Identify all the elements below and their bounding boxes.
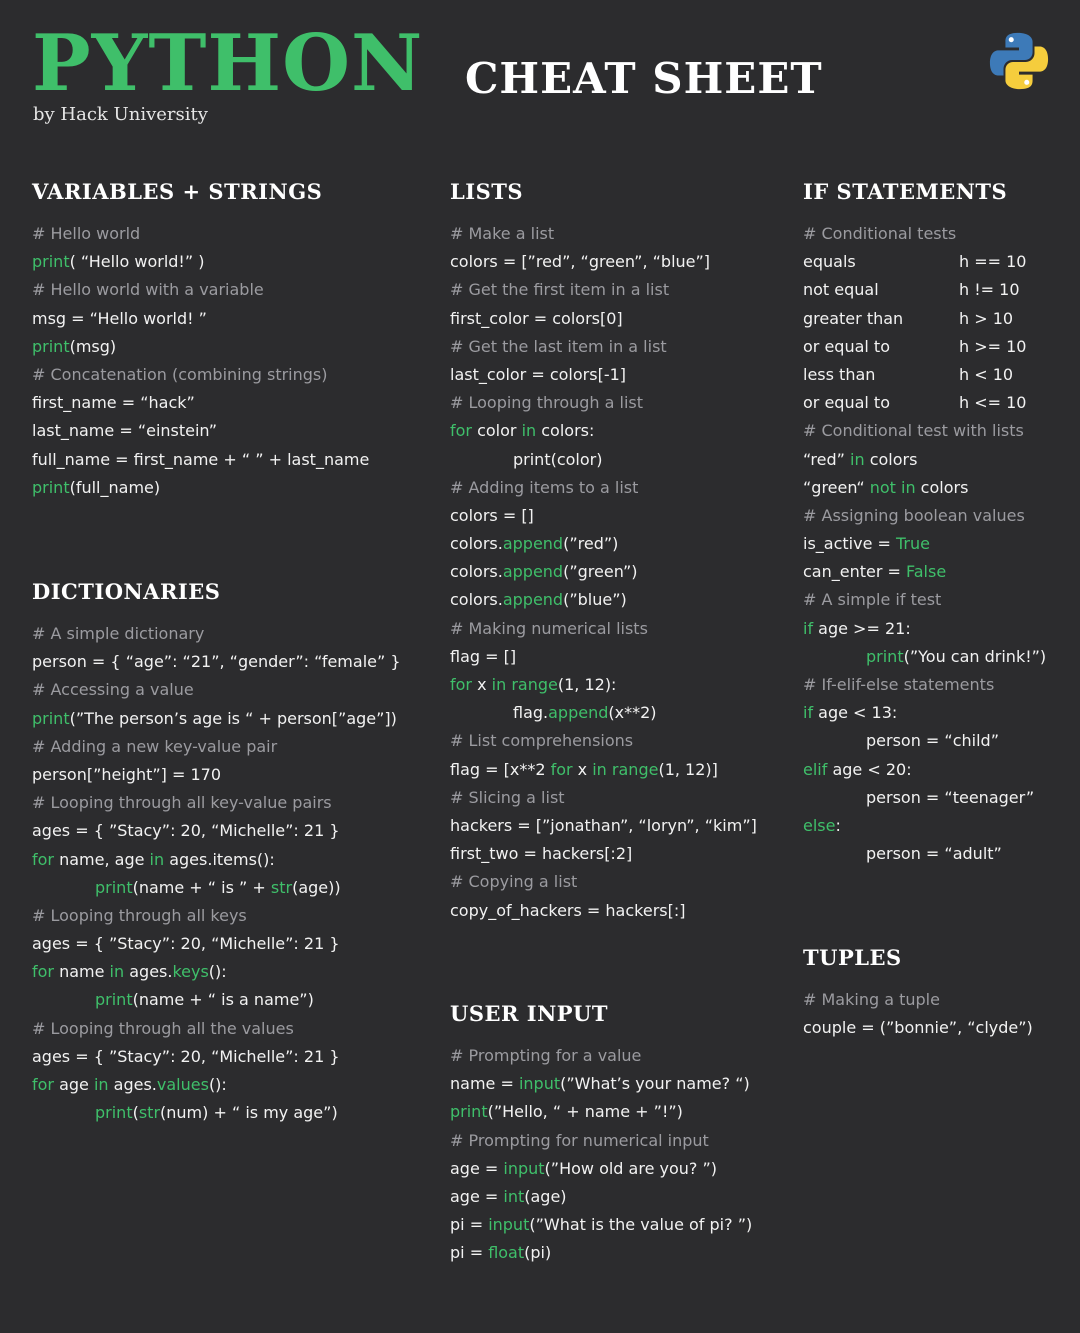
keyword: int	[503, 1186, 525, 1206]
section-tuples	[803, 944, 1073, 1042]
code-line	[450, 558, 850, 586]
code-line	[450, 699, 850, 727]
code-line: last_color = colors[-1]	[450, 364, 627, 384]
section-title: LISTS	[450, 179, 524, 204]
code-text: color	[472, 421, 522, 441]
code-line	[32, 846, 432, 874]
section-variables-strings	[32, 178, 432, 502]
keyword: print	[32, 708, 70, 728]
code-line: full_name = first_name + “ ” + last_name	[32, 449, 370, 469]
keyword: input	[518, 1074, 561, 1094]
code-text: (”blue”)	[563, 590, 627, 610]
code-text: (”How old are you? ”)	[544, 1158, 718, 1178]
code-line	[803, 699, 1073, 727]
code-line	[450, 417, 850, 445]
keyword: elif	[803, 759, 828, 779]
keyword: input	[488, 1215, 530, 1235]
code-text: (1, 12)]	[658, 759, 718, 779]
keyword: append	[502, 534, 564, 554]
code-line	[450, 671, 850, 699]
code-comment: # Make a list	[450, 224, 555, 243]
code-comment: # Copying a list	[450, 872, 578, 892]
code-line	[450, 756, 850, 784]
code-line: flag = []	[450, 646, 517, 666]
keyword: float	[488, 1243, 525, 1263]
section-title: USER INPUT	[450, 1001, 608, 1026]
code-line: colors = []	[450, 505, 534, 525]
keyword: str	[270, 877, 293, 897]
code-line	[803, 756, 1073, 784]
code-line	[32, 333, 432, 361]
section-dictionaries	[32, 578, 432, 1127]
code-line: person = “adult”	[866, 844, 1002, 864]
comparison-label: greater than	[803, 308, 904, 328]
code-text: (1, 12):	[557, 675, 617, 694]
keyword: for	[32, 849, 54, 869]
keyword: True	[896, 534, 930, 554]
code-comment: # Hello world	[32, 224, 141, 243]
code-text: (age)	[524, 1186, 567, 1206]
keyword: input	[503, 1158, 545, 1178]
code-comment: # Concatenation (combining strings)	[32, 364, 328, 384]
keyword: for	[32, 962, 54, 982]
code-comment: # A simple if test	[803, 590, 942, 610]
keyword: print	[95, 990, 133, 1010]
code-comment: # Get the last item in a list	[450, 336, 667, 356]
code-text: “green“	[803, 477, 870, 497]
comparison-expr: h <= 10	[959, 393, 1027, 413]
code-line	[450, 1211, 850, 1239]
code-line	[450, 1098, 850, 1126]
code-text: pi =	[450, 1215, 489, 1235]
code-text: flag = [x**2	[450, 759, 551, 779]
comparison-label: or equal to	[803, 336, 890, 356]
comparison-label: or equal to	[803, 393, 890, 413]
comparison-label: less than	[803, 364, 876, 384]
code-text: colors.	[450, 590, 503, 610]
comparison-expr: h >= 10	[959, 336, 1027, 356]
python-logo-icon	[988, 30, 1050, 92]
keyword: print	[95, 877, 133, 897]
code-comment: # Slicing a list	[450, 787, 565, 807]
code-line: msg = “Hello world! ”	[32, 308, 207, 328]
section-if-statements	[803, 178, 1073, 868]
code-line	[32, 1099, 432, 1127]
comparison-label: not equal	[803, 280, 879, 300]
code-text: (x**2)	[608, 703, 657, 723]
code-comment: # Accessing a value	[32, 680, 194, 700]
keyword: in	[521, 421, 537, 441]
code-text: (”You can drink!”)	[903, 646, 1047, 666]
code-line	[32, 248, 432, 276]
code-text: name, age	[54, 849, 150, 869]
keyword: append	[502, 562, 564, 582]
code-text: x	[472, 675, 492, 694]
section-title: IF STATEMENTS	[803, 179, 1008, 204]
keyword: if	[803, 618, 814, 638]
code-text: ages.items():	[164, 849, 275, 869]
keyword: print	[32, 252, 70, 272]
keyword: append	[502, 590, 564, 610]
keyword: keys	[172, 962, 209, 982]
comparison-row	[803, 333, 1073, 361]
code-text: :	[835, 815, 841, 835]
keyword: append	[548, 703, 609, 723]
code-line: ages = { ”Stacy”: 20, “Michelle”: 21 }	[32, 821, 340, 841]
code-comment: # Looping through a list	[450, 393, 644, 413]
code-line	[450, 1070, 850, 1098]
code-line	[803, 812, 1073, 840]
code-text: (”What is the value of pi? ”)	[529, 1215, 753, 1235]
page-title: PYTHON	[32, 18, 424, 109]
code-text: name =	[450, 1074, 519, 1094]
code-line: hackers = [”jonathan”, “loryn”, “kim”]	[450, 815, 757, 835]
keyword: for	[550, 759, 573, 779]
code-comment: # Looping through all the values	[32, 1018, 294, 1038]
code-line	[450, 1155, 850, 1183]
code-line: person = { “age”: “21”, “gender”: “female” }	[32, 652, 401, 672]
comparison-expr: h != 10	[959, 280, 1020, 300]
code-line	[803, 474, 1073, 502]
code-line: couple = (”bonnie”, “clyde”)	[803, 1018, 1033, 1038]
code-line	[32, 958, 432, 986]
code-text: pi =	[450, 1243, 489, 1263]
code-text: is_active =	[803, 534, 896, 554]
code-line	[803, 615, 1073, 643]
code-line	[32, 1071, 432, 1099]
code-comment: # If-elif-else statements	[803, 675, 995, 694]
code-text: ():	[208, 962, 227, 982]
code-text: ages.	[124, 962, 173, 982]
code-line	[32, 986, 432, 1014]
code-line	[803, 558, 1073, 586]
comparison-row	[803, 276, 1073, 304]
code-text: (pi)	[524, 1243, 552, 1263]
code-text: ():	[208, 1075, 227, 1094]
byline: by Hack University	[33, 104, 208, 125]
code-comment: # Conditional tests	[803, 224, 957, 243]
code-line	[803, 446, 1073, 474]
code-text: age =	[450, 1158, 504, 1178]
keyword: values	[156, 1075, 209, 1094]
comparison-row	[803, 361, 1073, 389]
code-text: age < 20:	[827, 759, 912, 779]
code-text: (age))	[292, 877, 341, 897]
code-line	[32, 705, 432, 733]
page-subtitle: CHEAT SHEET	[465, 54, 823, 103]
code-comment: # Adding items to a list	[450, 477, 639, 497]
code-comment: # Conditional test with lists	[803, 421, 1024, 441]
keyword: else	[803, 815, 836, 835]
comparison-expr: h == 10	[959, 252, 1027, 272]
code-text: (”red”)	[563, 534, 619, 554]
code-line: person = “teenager”	[866, 787, 1035, 807]
keyword: print	[866, 646, 904, 666]
code-text: (full_name)	[69, 477, 161, 497]
code-line: copy_of_hackers = hackers[:]	[450, 900, 686, 920]
section-user-input	[450, 1000, 850, 1268]
code-text: (”Hello, “ + name + ”!”)	[487, 1102, 683, 1122]
code-line: person = “child”	[866, 731, 999, 751]
code-line: person[”height”] = 170	[32, 764, 222, 784]
keyword: for	[32, 1075, 54, 1094]
code-comment: # Adding a new key-value pair	[32, 736, 278, 756]
code-line	[32, 474, 432, 502]
keyword: in	[93, 1075, 109, 1094]
keyword: for	[450, 421, 472, 441]
code-text: (”The person’s age is “ + person[”age”])	[69, 708, 397, 728]
keyword: print	[95, 1103, 133, 1123]
keyword: range	[511, 675, 558, 694]
code-text: (”green”)	[563, 562, 638, 582]
keyword: False	[906, 562, 947, 582]
keyword: in	[592, 759, 607, 779]
section-title: DICTIONARIES	[32, 579, 221, 604]
code-line	[450, 586, 850, 614]
section-title: TUPLES	[803, 945, 902, 970]
code-text: age =	[450, 1186, 504, 1206]
keyword: for	[450, 675, 472, 694]
keyword: print	[450, 1102, 488, 1122]
comparison-expr: h < 10	[959, 364, 1014, 384]
keyword: str	[138, 1103, 161, 1123]
code-line	[450, 1239, 850, 1267]
code-text: (name + “ is a name”)	[132, 990, 314, 1010]
section-lists	[450, 178, 850, 925]
code-comment: # A simple dictionary	[32, 624, 205, 643]
code-comment: # List comprehensions	[450, 731, 634, 751]
keyword: in	[491, 675, 507, 694]
code-text: can_enter =	[803, 562, 906, 582]
code-comment: # Making numerical lists	[450, 618, 648, 638]
keyword: in	[850, 449, 865, 469]
code-text: x	[572, 759, 593, 779]
code-text: colors:	[536, 421, 595, 441]
code-line: ages = { ”Stacy”: 20, “Michelle”: 21 }	[32, 1046, 340, 1066]
code-text: colors	[864, 449, 918, 469]
keyword: in	[149, 849, 165, 869]
code-comment: # Making a tuple	[803, 990, 940, 1009]
code-text: colors	[915, 477, 969, 497]
code-line: colors = [”red”, “green”, “blue”]	[450, 252, 711, 272]
code-text: (name + “ is ” +	[132, 877, 271, 897]
code-line: first_two = hackers[:2]	[450, 844, 633, 864]
code-text: “red”	[803, 449, 851, 469]
comparison-row	[803, 305, 1073, 333]
code-line	[803, 530, 1073, 558]
keyword: if	[803, 703, 814, 723]
code-line: ages = { ”Stacy”: 20, “Michelle”: 21 }	[32, 934, 340, 954]
code-line: print(color)	[513, 449, 603, 469]
code-line	[450, 1183, 850, 1211]
section-title: VARIABLES + STRINGS	[32, 179, 323, 204]
comparison-row	[803, 248, 1073, 276]
code-comment: # Get the first item in a list	[450, 280, 670, 300]
code-comment: # Hello world with a variable	[32, 280, 264, 300]
comparison-row	[803, 389, 1073, 417]
code-text: name	[54, 962, 110, 982]
keyword: range	[611, 759, 659, 779]
code-line	[450, 530, 850, 558]
code-comment: # Assigning boolean values	[803, 505, 1025, 525]
code-text: (	[132, 1103, 139, 1123]
code-comment: # Prompting for a value	[450, 1046, 642, 1065]
code-line: first_color = colors[0]	[450, 308, 623, 328]
keyword: not in	[869, 477, 916, 497]
code-text: flag.	[513, 703, 549, 723]
code-comment: # Prompting for numerical input	[450, 1130, 709, 1150]
code-text: age	[54, 1075, 94, 1094]
code-line	[32, 874, 432, 902]
code-text: ( “Hello world!” )	[69, 252, 205, 272]
comparison-expr: h > 10	[959, 308, 1014, 328]
code-text: colors.	[450, 534, 503, 554]
code-line	[803, 643, 1073, 671]
keyword: in	[109, 962, 125, 982]
code-text: (”What’s your name? “)	[560, 1074, 750, 1094]
code-text: (num) + “ is my age”)	[160, 1103, 338, 1123]
code-text: age >= 21:	[813, 618, 911, 638]
code-text: colors.	[450, 562, 503, 582]
code-line: last_name = “einstein”	[32, 421, 217, 441]
code-comment: # Looping through all key-value pairs	[32, 793, 332, 813]
comparison-label: equals	[803, 252, 856, 272]
code-line: first_name = “hack”	[32, 393, 195, 413]
keyword: print	[32, 336, 70, 356]
code-text: ages.	[108, 1075, 157, 1094]
code-comment: # Looping through all keys	[32, 905, 247, 925]
code-text: (msg)	[69, 336, 117, 356]
code-text: age < 13:	[813, 703, 898, 723]
keyword: print	[32, 477, 70, 497]
